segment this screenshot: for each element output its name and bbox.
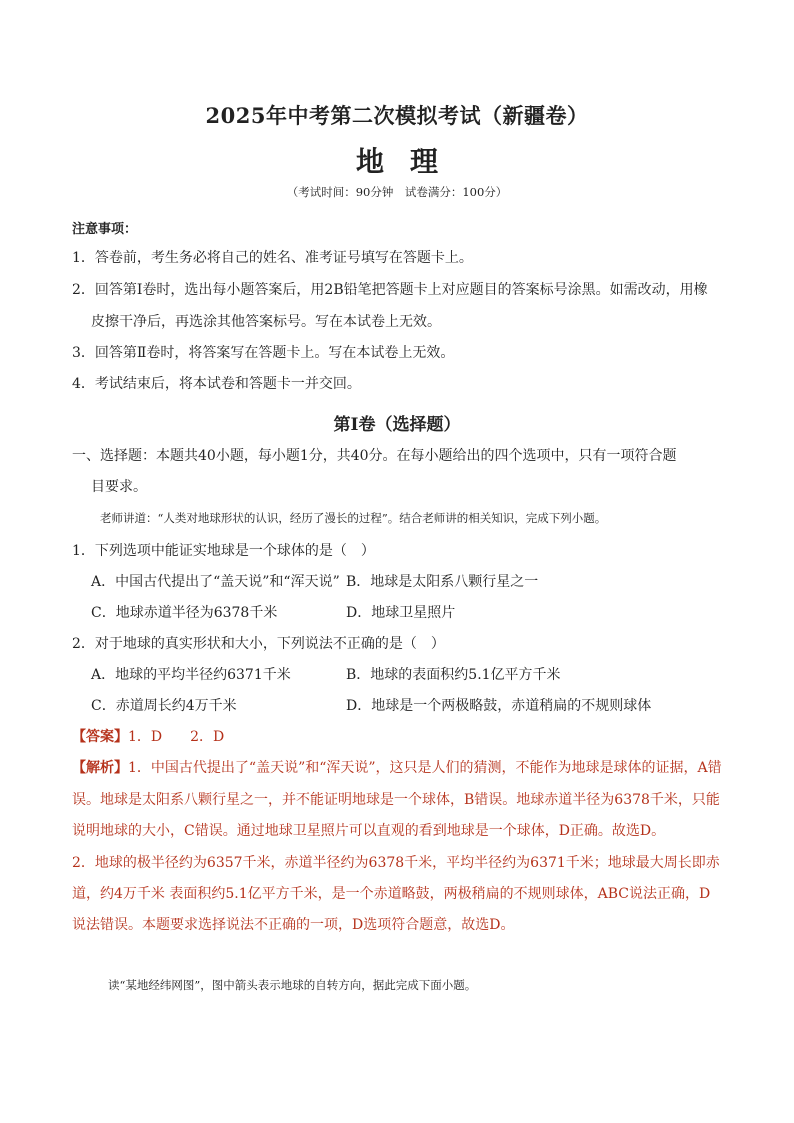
analysis-line-1: 1．中国古代提出了“盖天说”和“浑天说”，这只是人们的猜测，不能作为地球是球体的证据，A错 [128,760,722,776]
section-title: 第Ⅰ卷（选择题） [333,415,461,435]
exam-info: （考试时间：90分钟 试卷满分：100分） [286,185,508,199]
analysis-line-4: 2．地球的极半径约为6357千米，赤道半径约为6378千米，平均半径约为6371千米；地球最大周长即赤 [72,855,720,871]
question-1-stem: 1．下列选项中能证实地球是一个球体的是（ ） [72,543,375,559]
next-material: 读“某地经纬网图”，图中箭头表示地球的自转方向，据此完成下面小题。 [108,978,477,992]
question-2-stem: 2．对于地球的真实形状和大小，下列说法不正确的是（ ） [72,636,445,652]
analysis-label: 【解析】 [72,760,128,776]
section-instruction: 一、选择题：本题共40小题，每小题1分，共40分。在每小题给出的四个选项中，只有一项符合题 [72,448,677,464]
answer-text: 1．D 2．D [128,729,225,745]
answer-label: 【答案】 [72,729,128,745]
question-2-option-a: A．地球的平均半径约6371千米 [91,667,291,683]
notice-item-3: 3．回答第Ⅱ卷时，将答案写在答题卡上。写在本试卷上无效。 [72,345,455,361]
question-1-option-c: C．地球赤道半径为6378千米 [91,605,278,621]
question-1-option-d: D．地球卫星照片 [346,605,456,621]
question-1-option-a: A．中国古代提出了“盖天说”和“浑天说” [91,574,340,590]
notice-item-1: 1．答卷前，考生务必将自己的姓名、准考证号填写在答题卡上。 [72,250,473,266]
question-2-option-b: B．地球的表面积约5.1亿平方千米 [346,667,561,683]
notice-heading: 注意事项： [72,222,138,237]
question-2-option-d: D．地球是一个两极略鼓，赤道稍扁的不规则球体 [346,698,652,714]
question-material: 老师讲道：“人类对地球形状的认识，经历了漫长的过程”。结合老师讲的相关知识，完成下列小题。 [100,511,607,525]
analysis-line-6: 说法错误。本题要求选择说法不正确的一项，D选项符合题意，故选D。 [72,917,515,933]
answer-row [72,726,224,746]
analysis-line-5: 道，约4万千米 表面积约5.1亿平方千米，是一个赤道略鼓，两极稍扁的不规则球体，ABC说法正确，D [72,886,711,902]
notice-item-2-cont: 皮擦干净后，再选涂其他答案标号。写在本试卷上无效。 [91,314,441,330]
analysis-row-1 [72,757,722,777]
section-instruction-cont: 目要求。 [91,479,147,495]
subject-title: 地理 [355,145,464,178]
notice-item-2: 2．回答第Ⅰ卷时，选出每小题答案后，用2B铅笔把答题卡上对应题目的答案标号涂黑。如需改动，用橡 [72,282,708,298]
question-1-option-b: B．地球是太阳系八颗行星之一 [346,574,539,590]
exam-title: 2025年中考第二次模拟考试（新疆卷） [205,103,589,128]
analysis-line-3: 说明地球的大小，C错误。通过地球卫星照片可以直观的看到地球是一个球体，D正确。故选D。 [72,823,666,839]
notice-item-4: 4．考试结束后，将本试卷和答题卡一并交回。 [72,376,361,392]
analysis-line-2: 误。地球是太阳系八颗行星之一，并不能证明地球是一个球体，B错误。地球赤道半径为6378千米，只能 [72,792,720,808]
question-2-option-c: C．赤道周长约4万千米 [91,698,237,714]
